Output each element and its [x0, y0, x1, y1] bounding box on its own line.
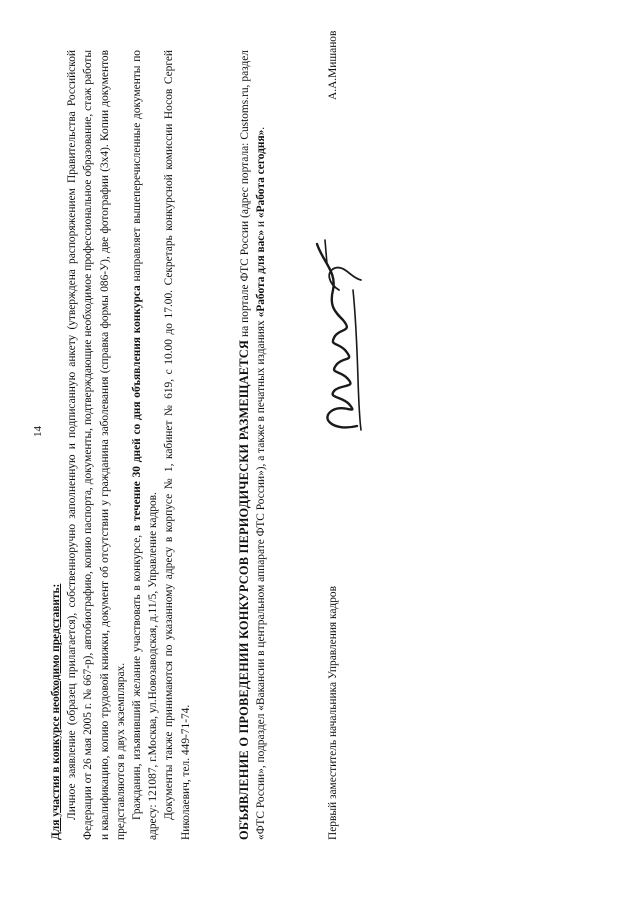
announcement-section [236, 50, 269, 840]
newspaper-1: «Работа для вас» [255, 229, 268, 318]
conjunction: и [255, 220, 268, 228]
deadline-suffix: направляет вышеперечисленные документы по адресу: 121087, г.Москва, ул.Новозаводская, д.11/5, Управление кадров. [131, 49, 160, 840]
documents-list-paragraph: Личное заявление (образец прилагается), собственноручно заполненную и подписанную анкету (утверждена распоряжением Правительства Российской Федерации от 26 мая 2005 г. № 667-р), автобиографию, копию паспорта, документы, подтверждающие необходимое профессиональное образование, стаж работы и квалификацию, копию трудовой книжки, документ об отсутствии у гражданина заболевания (справка формы 086-У), две фотографии (3х4). Копии документов представляются в двух экземплярах. [66, 50, 127, 840]
signature-block [325, 30, 455, 840]
page-number: 14 [32, 426, 44, 437]
requirements-section [48, 50, 194, 840]
signer-title: Первый заместитель начальника Управления кадров [327, 586, 339, 840]
deadline-emphasis: в течение 30 дней со дня объявления конкурса [131, 285, 144, 532]
newspaper-2: «Работа сегодня» [255, 129, 268, 219]
deadline-prefix: Гражданин, изъявивший желание участвовать в конкурсе, [131, 534, 144, 820]
handwritten-signature [299, 230, 379, 440]
rotated-sheet [0, 25, 640, 885]
requirements-heading: Для участия в конкурсе необходимо представить: [50, 583, 62, 840]
reception-paragraph: Документы также принимаются по указанному адресу в корпусе № 1, кабинет № 619, с 10.00 до 17.00. Секретарь конкурсной комиссии Носов Сергей Николаевич, тел. 449-71-74. [163, 50, 192, 840]
announcement-heading: ОБЪЯВЛЕНИЕ О ПРОВЕДЕНИИ КОНКУРСОВ ПЕРИОДИЧЕСКИ РАЗМЕЩАЕТСЯ [237, 339, 251, 840]
announcement-end: . [255, 126, 268, 130]
announcement-paragraph [236, 50, 269, 840]
announcement-portal-text: на портале ФТС России (адрес портала: Customs.ru, раздел «ФТС России», подраздел «Вакансии в центральном аппарате ФТС России»), а также в печатных изданиях [239, 50, 268, 840]
signer-name: А.А.Мишанов [327, 30, 339, 100]
deadline-paragraph [129, 50, 161, 840]
